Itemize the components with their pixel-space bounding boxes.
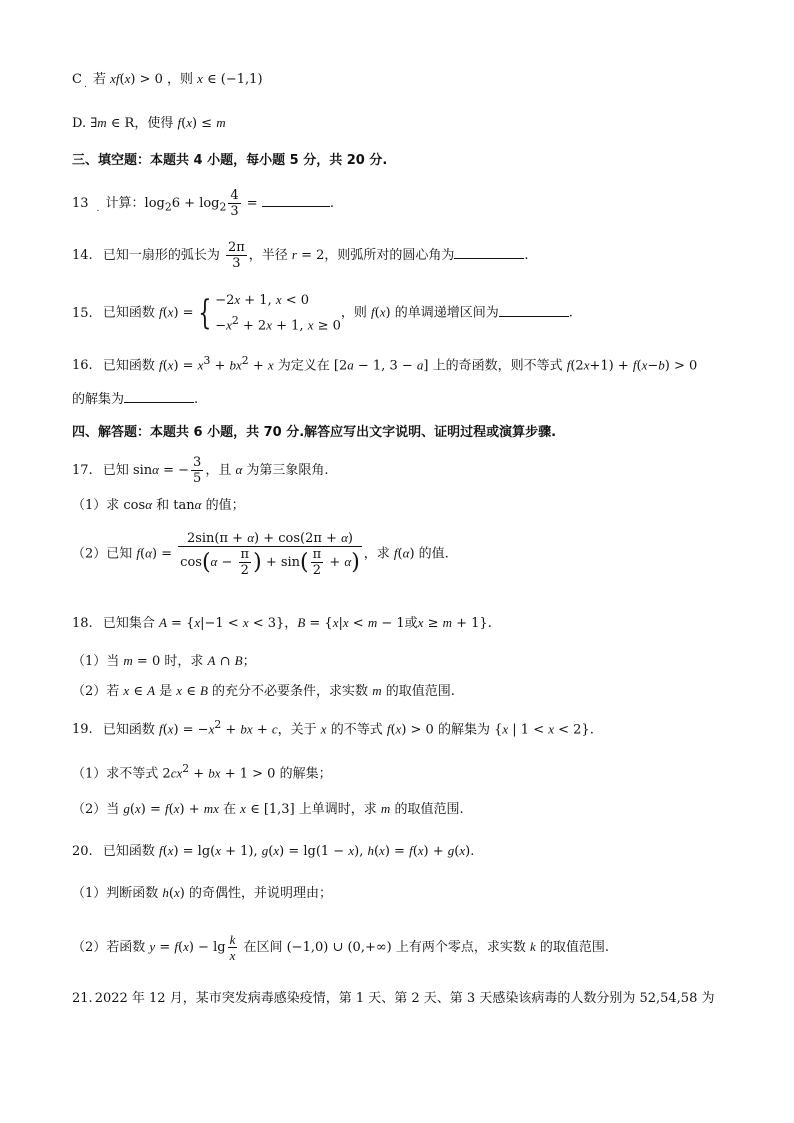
question-20-part-1: （1）判断函数 h(x) 的奇偶性，并说明理由；: [72, 885, 332, 901]
question-18: 18. 已知集合 A = {x|−1 < x < 3}，B = {x|x < m − 1或x ≥ m + 1}.: [72, 615, 492, 631]
question-17: 17. 已知 sinα = − $\frac{3}{5}$ ，且 α 为第三象限角.: [72, 455, 329, 486]
question-19-part-1: （1）求不等式 $2cx^2$ + bx + 1 > 0 的解集；: [72, 762, 332, 782]
question-number: 18.: [72, 616, 93, 631]
question-21: [72, 990, 714, 1008]
question-17-part-2: （2）已知 f(α) = 2sin(π + α) + cos(2π + α) cos(α − $\frac{\pi}{2}$ ) + sin( $\frac{\pi}{2}$ + α) ，求 f(α) 的值.: [72, 530, 449, 578]
question-19-part-2: （2）当 g(x) = f(x) + mx 在 x ∈ [1,3] 上单调时，求 m 的取值范围.: [72, 801, 464, 817]
option-label: D.: [72, 116, 87, 131]
question-15: 15. 已知函数 f(x) = { −2x + 1, x < 0 $-x^2 + 2x + 1$, x ≥ 0 ，则 f(x) 的单调递增区间为 .: [72, 292, 573, 334]
question-17-part-1: （1）求 cosα 和 tanα 的值；: [72, 497, 245, 513]
question-16: 16. 已知函数 $f(x) = x^3 + bx^2 + x$ 为定义在 [2a − 1, 3 − a] 上的奇函数，则不等式 f(2x+1) + f(x−b) > 0: [72, 354, 698, 374]
option-label: C: [72, 72, 82, 87]
question-14: 14. 已知一扇形的弧长为 $\frac{2\pi}{3}$ ，半径 r = 2，则弧所对的圆心角为 .: [72, 240, 529, 271]
question-number: 19.: [72, 722, 93, 738]
question-16-cont: 的解集为 .: [72, 392, 199, 407]
answer-blank[interactable]: [262, 194, 330, 207]
section-heading-solutions: 四、解答题：本题共 6 小题，共 70 分.解答应写出文字说明、证明过程或演算步骤.: [72, 425, 557, 440]
question-20: 20. 已知函数 f(x) = lg(x + 1), g(x) = lg(1 − x), h(x) = f(x) + g(x).: [72, 843, 475, 859]
answer-blank[interactable]: [124, 390, 194, 403]
option-d: D. ∃m ∈ R，使得 f(x) ≤ m: [72, 115, 226, 131]
question-number: 15.: [72, 305, 93, 321]
section-heading-fill-blank: 三、填空题：本题共 4 小题，每小题 5 分，共 20 分.: [72, 153, 388, 168]
answer-blank[interactable]: [499, 304, 569, 317]
question-18-part-1: （1）当 m = 0 时，求 A ∩ B；: [72, 653, 256, 669]
question-number: 13: [72, 196, 89, 211]
option-c: C $_.$ 若 xf(x) > 0 ，则 x ∈ (−1,1): [72, 71, 263, 90]
question-number: 17.: [72, 463, 93, 478]
question-19: 19. 已知函数 $f(x) = -x^2$ + bx + c，关于 x 的不等式 f(x) > 0 的解集为 {x | 1 < x < 2}.: [72, 718, 594, 738]
question-20-part-2: （2）若函数 y = f(x) − lg $\frac{k}{x}$ 在区间 (−1,0) ∪ (0,+∞) 上有两个零点，求实数 k 的取值范围.: [72, 932, 610, 963]
dot-mark: .: [83, 80, 87, 90]
question-number: 14.: [72, 248, 93, 263]
question-18-part-2: （2）若 x ∈ A 是 x ∈ B 的充分不必要条件，求实数 m 的取值范围.: [72, 683, 455, 699]
answer-blank[interactable]: [454, 246, 524, 259]
question-number: 20.: [72, 844, 93, 859]
question-number: 21.: [72, 991, 93, 1006]
question-21-text: 2022 年 12 月，某市突发病毒感染疫情，第 1 天、第 2 天、第 3 天感染该病毒的人数分别为 52,54,58 为: [94, 991, 715, 1006]
question-13: 13 $_.$ 计算：$\log_26 + \log_2$ $\frac{4}{3}$ = .: [72, 188, 334, 219]
question-number: 16.: [72, 358, 93, 374]
